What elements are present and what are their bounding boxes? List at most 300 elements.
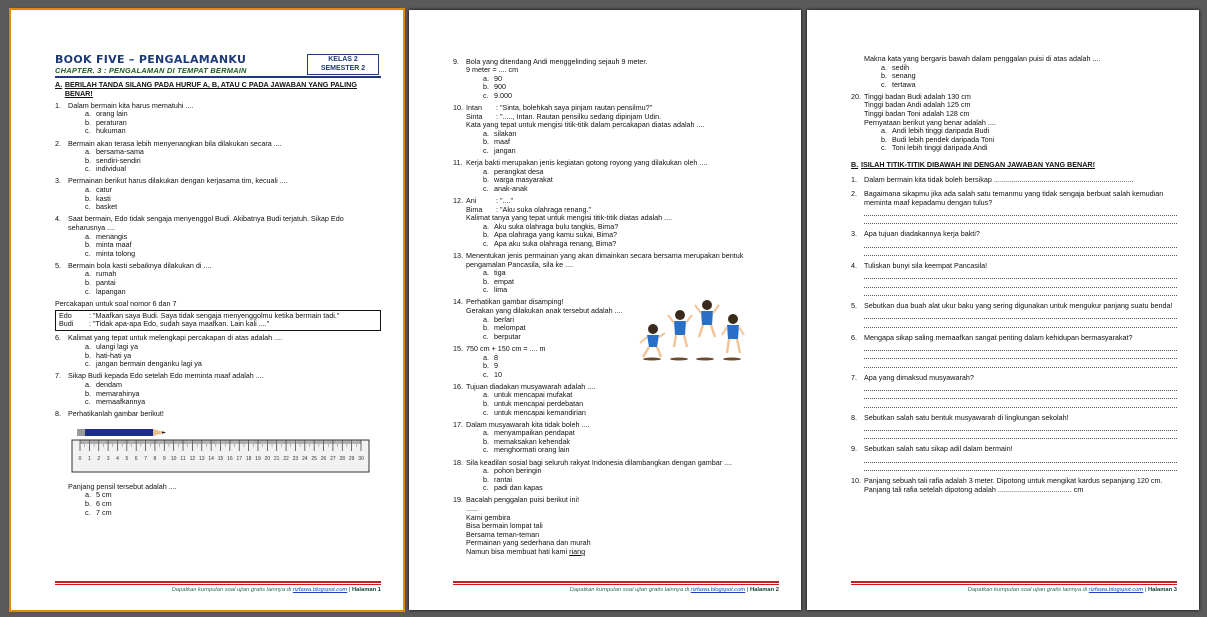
ruler-tick-label: 29 xyxy=(348,455,355,462)
footer-caption: Dapatkan kumpulan soal ujian gratis lainnya di xyxy=(569,587,690,593)
option-text: 5 cm xyxy=(96,490,112,500)
question-text: Sebutkan salah satu sikap adil dalam bermain! xyxy=(864,444,1013,454)
essay-list xyxy=(851,176,1177,495)
option-text: individual xyxy=(96,164,126,174)
option-text: sendiri-sendiri xyxy=(96,155,141,165)
kid-figure xyxy=(668,310,692,361)
option-text: 900 xyxy=(494,82,506,92)
page-footer xyxy=(851,581,1177,594)
question-body xyxy=(68,140,381,174)
question-item xyxy=(453,383,779,417)
dialog-box xyxy=(55,310,381,331)
answer-option xyxy=(483,75,779,84)
answer-option xyxy=(85,491,381,500)
question-text: Pernyataan berikut yang benar adalah .... xyxy=(864,117,996,127)
answer-option xyxy=(85,270,381,279)
option-letter: a. xyxy=(483,390,489,400)
option-text: tertawa xyxy=(892,79,916,89)
question-number: 9. xyxy=(851,444,857,454)
question-text: Dalam bermain kita harus mematuhi .... xyxy=(68,100,194,110)
footer-link[interactable]: rizfawa.blogspot.com xyxy=(292,587,348,593)
answer-option xyxy=(483,138,779,147)
answer-option xyxy=(483,362,779,371)
question-body xyxy=(864,230,1177,256)
pencil-image xyxy=(77,429,166,436)
option-text: hati-hati ya xyxy=(96,350,132,360)
chapter-title: CHAPTER. 3 : PENGALAMAN DI TEMPAT BERMAIN xyxy=(55,66,247,75)
question-body xyxy=(466,159,779,193)
answer-option xyxy=(85,398,381,407)
speaker-name: Budi xyxy=(59,319,74,329)
question-options xyxy=(881,127,1177,153)
question-number: 10. xyxy=(453,102,463,112)
essay-item xyxy=(851,334,1177,368)
question-item xyxy=(55,177,381,211)
question-body xyxy=(864,334,1177,368)
speaker-name: Bima xyxy=(466,204,483,214)
essay-item xyxy=(851,414,1177,440)
question-item xyxy=(55,102,381,136)
question-text: Dalam musyawarah kita tidak boleh .... xyxy=(466,419,590,429)
option-text: 90 xyxy=(494,73,502,83)
ruler-tick-label: 24 xyxy=(302,455,308,462)
option-text: 9.000 xyxy=(494,90,512,100)
option-letter: c. xyxy=(483,183,489,193)
page-number: Halaman 1 xyxy=(352,587,381,593)
question-options xyxy=(85,148,381,174)
option-text: pohon beringin xyxy=(494,466,542,476)
question-options xyxy=(483,429,779,455)
question-item xyxy=(55,215,381,258)
answer-line xyxy=(864,289,1177,297)
answer-option xyxy=(483,446,779,455)
option-letter: b. xyxy=(85,277,91,287)
option-letter: a. xyxy=(483,466,489,476)
question-body xyxy=(466,459,779,493)
essay-item xyxy=(851,190,1177,224)
question-text: Bermain akan terasa lebih menyenangkan bila dilakukan secara .... xyxy=(68,138,282,148)
question-number: 6. xyxy=(851,332,857,342)
answer-line xyxy=(864,455,1177,463)
question-text: Bacalah penggalan puisi berikut ini! xyxy=(466,495,580,505)
option-letter: b. xyxy=(483,276,489,286)
section-a-title xyxy=(55,81,381,98)
footer-caption: Dapatkan kumpulan soal ujian gratis lainnya di xyxy=(967,587,1088,593)
poem-line: Bersama teman-teman xyxy=(466,529,540,539)
question-body xyxy=(68,334,381,368)
option-text: rumah xyxy=(96,269,117,279)
question-19-body xyxy=(466,496,779,556)
option-letter: a. xyxy=(85,185,91,195)
question-text: Permainan berikut harus dilakukan dengan kerjasama tim, kecuali .... xyxy=(68,176,288,186)
question-text: Tinggi badan Andi adalah 125 cm xyxy=(864,100,971,110)
option-letter: b. xyxy=(483,82,489,92)
page-number: Halaman 3 xyxy=(1148,587,1177,593)
option-letter: b. xyxy=(483,436,489,446)
question-number: 7. xyxy=(55,371,61,381)
question-options xyxy=(483,391,779,417)
speaker-text: : "....., Intan. Rautan pensilku sedang dipinjam Udin. xyxy=(496,111,662,121)
option-text: peraturan xyxy=(96,117,127,127)
question-body xyxy=(864,414,1177,440)
ruler-tick-label: 8 xyxy=(153,455,157,462)
question-number: 12. xyxy=(453,195,463,205)
question-number: 13. xyxy=(453,250,463,260)
option-text: Budi lebih pendek daripada Toni xyxy=(892,134,995,144)
option-letter: a. xyxy=(483,314,489,324)
footer-rule xyxy=(453,581,779,583)
option-letter: c. xyxy=(483,90,489,100)
ruler-tick-label: 22 xyxy=(283,455,289,462)
option-text: jangan xyxy=(494,145,516,155)
question-number: 2. xyxy=(851,189,857,199)
question-number: 11. xyxy=(453,158,463,168)
option-text: warga masyarakat xyxy=(494,175,553,185)
footer-rule-thin xyxy=(851,584,1177,585)
ruler-tick-label: 14 xyxy=(208,455,214,462)
question-item xyxy=(453,252,779,295)
answer-option xyxy=(483,185,779,194)
question-item xyxy=(55,140,381,174)
option-text: senang xyxy=(892,71,916,81)
question-options xyxy=(483,75,779,101)
question-options xyxy=(85,233,381,259)
dialog-line xyxy=(59,320,377,329)
question-text: Saat bermain, Edo tidak sengaja menyenggol Budi. Akibatnya Budi terjatuh. Sikap Edo seharusnya .... xyxy=(68,214,344,232)
answer-line xyxy=(864,400,1177,408)
question-number: 19. xyxy=(453,495,463,505)
speaker-text: : "...." xyxy=(496,195,514,205)
option-letter: a. xyxy=(85,109,91,119)
section-b-title xyxy=(851,161,1177,170)
poem-line: Permainan yang sederhana dan murah xyxy=(466,538,591,548)
option-letter: c. xyxy=(881,79,887,89)
option-letter: c. xyxy=(881,143,887,153)
question-item xyxy=(453,104,779,156)
option-letter: c. xyxy=(85,248,91,258)
answer-option xyxy=(483,467,779,476)
question-options xyxy=(85,270,381,296)
question-item xyxy=(453,159,779,193)
question-item xyxy=(453,459,779,493)
option-text: Apa aku suka olahraga renang, Bima? xyxy=(494,238,617,248)
question-text: 9 meter = .... cm xyxy=(466,65,519,75)
footer-rule-thin xyxy=(55,584,381,585)
answer-option xyxy=(483,83,779,92)
question-body xyxy=(68,215,381,258)
ruler-tick-label: 1 xyxy=(87,455,91,462)
option-text: 7 cm xyxy=(96,507,112,517)
class-label: KELAS 2 xyxy=(328,56,358,63)
question-text: Sebutkan salah satu bentuk musyawarah di lingkungan sekolah! xyxy=(864,412,1069,422)
ruler-tick-label: 5 xyxy=(125,455,129,462)
question-number: 4. xyxy=(55,214,61,224)
section-b-letter: B. xyxy=(851,160,859,170)
question-body xyxy=(466,421,779,455)
ruler-tick-label: 10 xyxy=(170,455,177,462)
option-text: untuk mencapai perdebatan xyxy=(494,398,584,408)
option-text: untuk mencapai mufakat xyxy=(494,390,573,400)
question-8-after: Panjang pensil tersebut adalah .... xyxy=(68,481,177,491)
option-text: lapangan xyxy=(96,286,126,296)
question-number: 9. xyxy=(453,56,459,66)
question-text: Makna kata yang bergaris bawah dalam penggalan puisi di atas adalah .... xyxy=(864,54,1101,63)
question-text: Tujuan diadakan musyawarah adalah .... xyxy=(466,381,596,391)
answer-option xyxy=(85,127,381,136)
answer-option xyxy=(85,250,381,259)
option-letter: c. xyxy=(85,126,91,136)
option-letter: c. xyxy=(483,238,489,248)
option-letter: a. xyxy=(881,62,887,72)
question-body xyxy=(466,252,779,295)
option-text: rantai xyxy=(494,474,512,484)
ruler-tick-label: 30 xyxy=(358,455,364,462)
option-letter: b. xyxy=(483,474,489,484)
speaker-name: Sinta xyxy=(466,111,483,121)
question-list xyxy=(453,58,779,493)
question-options xyxy=(483,168,779,194)
answer-line xyxy=(864,312,1177,320)
question-body xyxy=(466,383,779,417)
question-options xyxy=(483,467,779,493)
answer-option xyxy=(483,409,779,418)
question-text: Menentukan jenis permainan yang akan dimainkan secara bersama merupakan bentuk pengamalan Pancasila, sila ke .... xyxy=(466,250,744,269)
speaker-text: : "Tidak apa-apa Edo, sudah saya maafkan. Lain kali ...." xyxy=(89,319,270,329)
essay-item xyxy=(851,477,1177,494)
ruler-tick-label: 27 xyxy=(330,455,336,462)
answer-line xyxy=(864,432,1177,440)
answer-option xyxy=(85,119,381,128)
option-text: untuk mencapai kemandirian xyxy=(494,407,586,417)
question-8 xyxy=(55,410,381,419)
option-text: orang lain xyxy=(96,109,128,119)
option-letter: a. xyxy=(483,166,489,176)
answer-option xyxy=(881,81,1177,90)
document-page-2 xyxy=(409,10,801,610)
option-letter: b. xyxy=(85,240,91,250)
option-text: jangan bermain denganku lagi ya xyxy=(96,359,202,369)
underlined-word: riang xyxy=(569,546,586,556)
question-options xyxy=(881,64,1177,90)
ruler-tick-label: 19 xyxy=(255,455,261,462)
option-text: minta maaf xyxy=(96,240,132,250)
poem-line: ...... xyxy=(466,504,478,513)
option-letter: c. xyxy=(85,164,91,174)
ruler-tick-label: 16 xyxy=(227,455,233,462)
ruler-tick-label: 4 xyxy=(116,455,119,462)
question-text: Gerakan yang dilakukan anak tersebut adalah .... xyxy=(466,306,623,316)
option-text: sedih xyxy=(892,62,910,72)
option-text: 8 xyxy=(494,352,498,362)
page-3-content xyxy=(851,55,1177,494)
option-text: menghormati orang lain xyxy=(494,445,570,455)
section-a-letter: A. xyxy=(55,80,63,89)
footer-text: Dapatkan kumpulan soal ujian gratis lainnya di rizfawa.blogspot.com | Halaman 3 xyxy=(967,587,1177,593)
question-body xyxy=(864,477,1177,494)
answer-line xyxy=(864,249,1177,257)
option-letter: b. xyxy=(483,398,489,408)
question-text: Sebutkan dua buah alat ukur baku yang sering digunakan untuk mengukur panjang suatu benda! xyxy=(864,301,1173,311)
answer-option xyxy=(881,64,1177,73)
book-title: BOOK FIVE – PENGALAMANKU xyxy=(55,53,247,66)
option-letter: a. xyxy=(85,147,91,157)
footer-caption: Dapatkan kumpulan soal ujian gratis lainnya di xyxy=(171,587,292,593)
question-text: Kerja bakti merupakan jenis kegiatan gotong royong yang dilakukan oleh .... xyxy=(466,158,708,168)
question-text: Mengapa sikap saling memaafkan sangat penting dalam kehidupan bermasyarakat? xyxy=(864,332,1133,342)
question-number: 16. xyxy=(453,381,463,391)
header-divider xyxy=(55,76,381,78)
dialog-intro: Percakapan untuk soal nomor 6 dan 7 xyxy=(55,299,177,309)
question-text: Kata yang tepat untuk mengisi titik-titik dalam percakapan diatas adalah .... xyxy=(466,120,705,130)
answer-option xyxy=(85,157,381,166)
question-options xyxy=(85,343,381,369)
document-page-3 xyxy=(807,10,1199,610)
poem-line: Bisa bermain lompat tali xyxy=(466,521,543,531)
option-letter: b. xyxy=(483,230,489,240)
essay-item xyxy=(851,230,1177,256)
question-list xyxy=(55,102,381,296)
answer-line xyxy=(864,272,1177,280)
option-text: 6 cm xyxy=(96,498,112,508)
pencil-ruler-image xyxy=(71,425,371,477)
option-letter: b. xyxy=(85,498,91,508)
answer-line xyxy=(864,352,1177,360)
answer-line xyxy=(864,343,1177,351)
option-text: maaf xyxy=(494,137,510,147)
option-text: minta tolong xyxy=(96,248,136,258)
question-number: 6. xyxy=(55,333,61,343)
question-body xyxy=(864,176,1177,185)
option-letter: c. xyxy=(85,286,91,296)
speaker-name: Intan xyxy=(466,102,482,112)
option-letter: c. xyxy=(85,359,91,369)
option-text: silakan xyxy=(494,128,517,138)
question-body xyxy=(864,190,1177,224)
option-letter: c. xyxy=(483,145,489,155)
footer-link[interactable]: rizfawa.blogspot.com xyxy=(690,587,746,593)
question-list-2 xyxy=(55,334,381,406)
option-letter: a. xyxy=(85,342,91,352)
answer-line xyxy=(864,392,1177,400)
option-letter: b. xyxy=(85,117,91,127)
answer-option xyxy=(85,186,381,195)
answer-option xyxy=(881,144,1177,153)
page-footer xyxy=(453,581,779,594)
option-text: hukuman xyxy=(96,126,126,136)
essay-item xyxy=(851,302,1177,328)
option-letter: b. xyxy=(483,323,489,333)
question-body xyxy=(68,262,381,296)
option-text: melompat xyxy=(494,323,526,333)
option-letter: c. xyxy=(483,445,489,455)
ruler-tick-label: 0 xyxy=(78,455,82,462)
question-number: 1. xyxy=(55,100,61,110)
option-letter: a. xyxy=(85,269,91,279)
question-19 xyxy=(453,496,779,556)
option-text: Andi lebih tinggi daripada Budi xyxy=(892,126,990,136)
option-text: basket xyxy=(96,202,118,212)
footer-link[interactable]: rizfawa.blogspot.com xyxy=(1088,587,1144,593)
jumping-kids-image xyxy=(637,293,747,361)
ruler-tick-label: 18 xyxy=(245,455,252,462)
question-text: Dalam bermain kita tidak boleh bersikap ...................................................................... xyxy=(864,174,1134,184)
option-text: catur xyxy=(96,185,112,195)
option-text: berlari xyxy=(494,314,514,324)
ruler-tick-label: 6 xyxy=(134,455,138,462)
answer-option xyxy=(483,269,779,278)
question-number: 3. xyxy=(55,176,61,186)
option-text: ulangi lagi ya xyxy=(96,342,138,352)
answer-line xyxy=(864,383,1177,391)
option-letter: b. xyxy=(85,350,91,360)
question-item xyxy=(55,334,381,368)
question-body xyxy=(466,104,779,156)
poem-line: Namun bisa membuat hati kami xyxy=(466,546,570,556)
question-number: 7. xyxy=(851,372,857,382)
option-letter: a. xyxy=(483,352,489,362)
answer-option xyxy=(881,72,1177,81)
option-letter: c. xyxy=(483,407,489,417)
question-body xyxy=(864,374,1177,408)
speaker-text: : "Maafkan saya Budi. Saya tidak sengaja menyenggolmu ketika bermain tadi." xyxy=(89,310,340,320)
option-letter: c. xyxy=(483,331,489,341)
answer-option xyxy=(483,278,779,287)
answer-option xyxy=(483,484,779,493)
answer-option xyxy=(483,371,779,380)
semester-label: SEMESTER 2 xyxy=(320,64,366,72)
answer-option xyxy=(85,500,381,509)
question-text: Bagaimana sikapmu jika ada salah satu temanmu yang tidak sengaja berbuat salah kemudian meminta maaf kepadamu dengan tulus? xyxy=(864,189,1164,207)
question-options xyxy=(85,186,381,212)
ruler-tick-label: 26 xyxy=(320,455,327,462)
page-number: Halaman 2 xyxy=(750,587,779,593)
question-text: Sikap Budi kepada Edo setelah Edo meminta maaf adalah .... xyxy=(68,371,264,381)
option-text: menyampaikan pendapat xyxy=(494,428,575,438)
option-letter: c. xyxy=(85,397,91,407)
option-letter: a. xyxy=(483,128,489,138)
option-text: kasti xyxy=(96,193,111,203)
option-letter: b. xyxy=(483,361,489,371)
question-text: Bermain bola kasti sebaiknya dilakukan di .... xyxy=(68,260,212,270)
option-letter: c. xyxy=(483,369,489,379)
question-20-body xyxy=(864,93,1177,153)
question-number: 8. xyxy=(851,412,857,422)
question-text: Panjang sebuah tali rafia adalah 3 meter. Dipotong untuk mengikat kardus sepanjang 120 cm. Panjang tali rafia setelah dipotong adalah ..................................... cm xyxy=(864,476,1163,494)
question-number: 5. xyxy=(55,260,61,270)
speaker-text: : "Aku suka olahraga renang." xyxy=(496,204,592,214)
option-text: memaafkannya xyxy=(96,397,146,407)
option-letter: b. xyxy=(483,175,489,185)
option-text: bersama-sama xyxy=(96,147,144,157)
question-number: 10. xyxy=(851,476,861,486)
ruler-tick-label: 9 xyxy=(162,455,166,462)
option-letter: a. xyxy=(483,428,489,438)
question-number: 15. xyxy=(453,343,463,353)
answer-line xyxy=(864,360,1177,368)
answer-option xyxy=(85,195,381,204)
footer-rule-thin xyxy=(453,584,779,585)
essay-item xyxy=(851,176,1177,185)
question-text: Bola yang ditendang Andi menggelinding sejauh 9 meter. xyxy=(466,56,648,66)
answer-line xyxy=(864,423,1177,431)
question-options xyxy=(85,110,381,136)
question-text: Sila keadilan sosial bagi seluruh rakyat Indonesia dilambangkan dengan gambar .... xyxy=(466,457,733,467)
question-body xyxy=(466,58,779,101)
option-text: anak-anak xyxy=(494,183,528,193)
question-options xyxy=(85,381,381,407)
option-text: memarahinya xyxy=(96,388,140,398)
question-body xyxy=(864,445,1177,471)
